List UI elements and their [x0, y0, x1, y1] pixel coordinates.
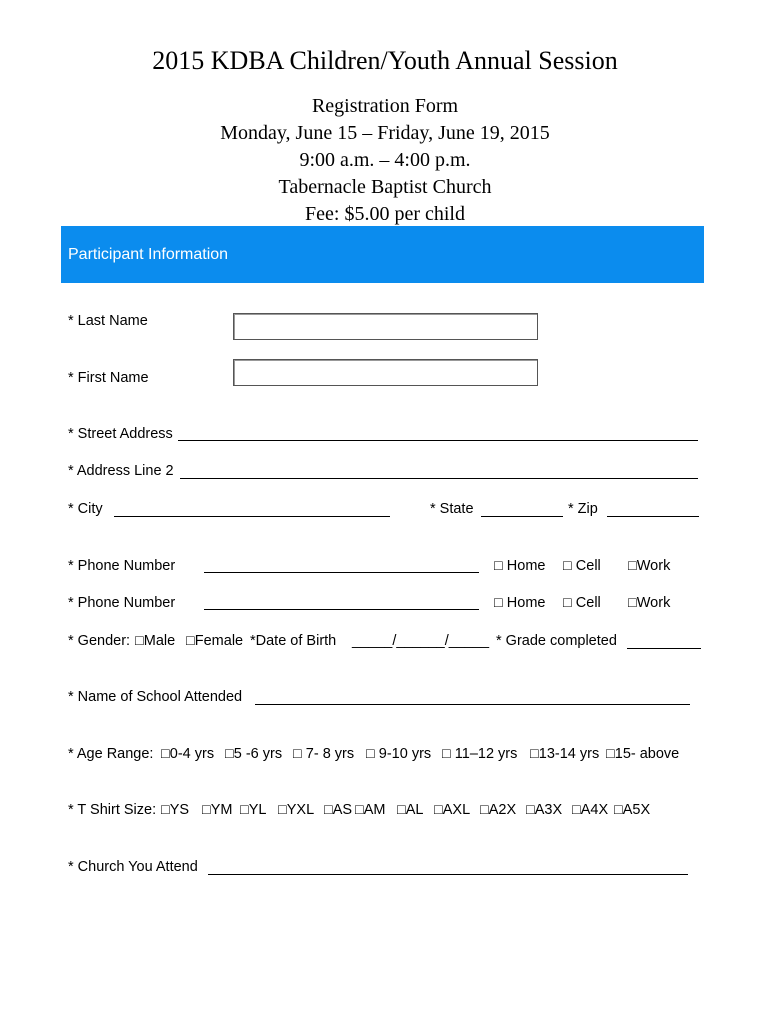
age-option[interactable]: □ 11–12 yrs [442, 746, 518, 762]
age-option[interactable]: □ 9-10 yrs [366, 746, 432, 762]
shirt-option[interactable]: □AM [355, 802, 386, 818]
state-label: * State [430, 501, 474, 517]
church-field[interactable] [208, 874, 688, 875]
shirt-option[interactable]: □A4X [572, 802, 609, 818]
phone-1-field[interactable] [204, 572, 479, 573]
shirt-option[interactable]: □YXL [278, 802, 315, 818]
age-range-label: * Age Range: [68, 746, 154, 762]
first-name-label: * First Name [68, 370, 149, 386]
age-option[interactable]: □ 7- 8 yrs [293, 746, 355, 762]
section-title: Participant Information [68, 246, 229, 263]
phone-1-work-checkbox[interactable]: □Work [628, 558, 671, 574]
phone-2-home-checkbox[interactable]: □ Home [494, 595, 546, 611]
grade-label: * Grade completed [496, 633, 617, 649]
date-of-birth-field[interactable]: _____/______/_____ [352, 633, 490, 649]
phone-2-work-checkbox[interactable]: □Work [628, 595, 671, 611]
phone-2-cell-checkbox[interactable]: □ Cell [563, 595, 601, 611]
shirt-option[interactable]: □AL [397, 802, 424, 818]
date-of-birth-label: *Date of Birth [250, 633, 337, 649]
form-title: 2015 KDBA Children/Youth Annual Session [152, 46, 618, 75]
shirt-option[interactable]: □A3X [526, 802, 563, 818]
phone-2-field[interactable] [204, 609, 479, 610]
section-banner [61, 226, 704, 283]
shirt-option[interactable]: □AS [324, 802, 353, 818]
event-location: Tabernacle Baptist Church [278, 176, 492, 198]
phone-1-home-checkbox[interactable]: □ Home [494, 558, 546, 574]
phone-1-label: * Phone Number [68, 558, 176, 574]
last-name-label: * Last Name [68, 313, 148, 329]
grade-field[interactable] [627, 648, 701, 649]
shirt-option[interactable]: □YM [202, 802, 233, 818]
event-fee: Fee: $5.00 per child [305, 203, 465, 225]
event-dates: Monday, June 15 – Friday, June 19, 2015 [220, 122, 550, 144]
event-time: 9:00 a.m. – 4:00 p.m. [299, 149, 471, 171]
age-option[interactable]: □0-4 yrs [161, 746, 215, 762]
phone-2-label: * Phone Number [68, 595, 176, 611]
address-line-2-label: * Address Line 2 [68, 463, 174, 479]
school-field[interactable] [255, 704, 690, 705]
zip-field[interactable] [607, 516, 699, 517]
city-field[interactable] [114, 516, 390, 517]
shirt-option[interactable]: □YL [240, 802, 267, 818]
zip-label: * Zip [568, 501, 598, 517]
shirt-option[interactable]: □A2X [480, 802, 517, 818]
phone-1-cell-checkbox[interactable]: □ Cell [563, 558, 601, 574]
form-name: Registration Form [311, 95, 459, 117]
street-address-field[interactable] [178, 440, 698, 441]
state-field[interactable] [481, 516, 563, 517]
address-line-2-field[interactable] [180, 478, 698, 479]
church-label: * Church You Attend [68, 859, 198, 875]
age-option[interactable]: □13-14 yrs [530, 746, 600, 762]
female-checkbox[interactable]: □Female [186, 633, 244, 649]
shirt-option[interactable]: □A5X [614, 802, 651, 818]
school-label: * Name of School Attended [68, 689, 243, 705]
city-label: * City [68, 501, 103, 517]
shirt-size-label: * T Shirt Size: [68, 802, 157, 818]
male-checkbox[interactable]: □Male [135, 633, 176, 649]
first-name-field[interactable] [233, 359, 538, 386]
age-option[interactable]: □15- above [606, 746, 680, 762]
street-address-label: * Street Address [68, 426, 173, 442]
gender-label: * Gender: [68, 633, 131, 649]
shirt-option[interactable]: □YS [161, 802, 190, 818]
age-option[interactable]: □5 -6 yrs [225, 746, 283, 762]
last-name-field[interactable] [233, 313, 538, 340]
shirt-option[interactable]: □AXL [434, 802, 471, 818]
